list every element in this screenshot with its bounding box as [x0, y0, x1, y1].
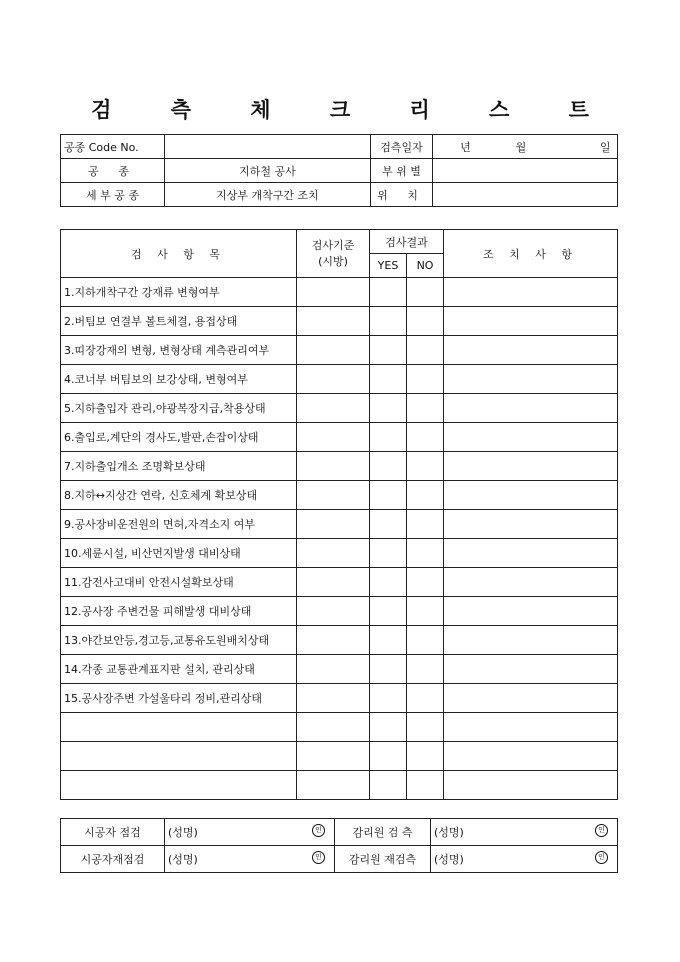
seal-icon: 인	[312, 824, 325, 837]
check-item-label: 13.야간보안등,경고등,교통유도원배치상태	[61, 626, 297, 655]
header-criteria	[297, 230, 370, 278]
info-table	[60, 134, 618, 207]
action-cell[interactable]	[444, 307, 618, 336]
criteria-cell[interactable]	[297, 539, 370, 568]
no-cell[interactable]	[407, 655, 444, 684]
criteria-cell[interactable]	[297, 655, 370, 684]
no-cell[interactable]	[407, 481, 444, 510]
check-item-label: 10.세륜시설, 비산먼지발생 대비상태	[61, 539, 297, 568]
action-cell[interactable]	[444, 365, 618, 394]
header-criteria-sub: (시방)	[318, 254, 348, 268]
criteria-cell[interactable]	[297, 684, 370, 713]
yes-cell[interactable]	[370, 626, 407, 655]
supervisor-recheck-sign[interactable]	[431, 846, 618, 873]
no-cell[interactable]	[407, 626, 444, 655]
yes-cell[interactable]	[370, 568, 407, 597]
table-row	[61, 684, 618, 713]
checklist-body	[61, 278, 618, 800]
action-cell[interactable]	[444, 481, 618, 510]
name-placeholder: (성명)	[434, 853, 464, 866]
no-cell[interactable]	[407, 510, 444, 539]
table-row	[61, 568, 618, 597]
yes-cell[interactable]	[370, 742, 407, 771]
yes-cell[interactable]	[370, 336, 407, 365]
table-row	[61, 394, 618, 423]
table-row	[61, 307, 618, 336]
code-label: 공종 Code No.	[61, 135, 165, 159]
yes-cell[interactable]	[370, 423, 407, 452]
detail-label: 세 부 공 종	[61, 183, 165, 207]
yes-cell[interactable]	[370, 394, 407, 423]
seal-icon: 인	[312, 851, 325, 864]
check-item-label: 6.출입로,계단의 경사도,발판,손잡이상태	[61, 423, 297, 452]
action-cell[interactable]	[444, 655, 618, 684]
action-cell[interactable]	[444, 742, 618, 771]
action-cell[interactable]	[444, 713, 618, 742]
no-cell[interactable]	[407, 568, 444, 597]
supervisor-check-label: 감리원 검 측	[335, 819, 431, 846]
no-cell[interactable]	[407, 771, 444, 800]
check-item-label: 1.지하개착구간 강재류 변형여부	[61, 278, 297, 307]
no-cell[interactable]	[407, 539, 444, 568]
action-cell[interactable]	[444, 771, 618, 800]
contractor-recheck-label: 시공자재점검	[61, 846, 165, 873]
table-row	[61, 336, 618, 365]
criteria-cell[interactable]	[297, 771, 370, 800]
table-row	[61, 365, 618, 394]
seal-icon: 인	[595, 851, 608, 864]
yes-cell[interactable]	[370, 597, 407, 626]
table-row	[61, 713, 618, 742]
table-row	[61, 278, 618, 307]
yes-cell[interactable]	[370, 510, 407, 539]
checklist-table	[60, 229, 618, 800]
code-value[interactable]	[165, 135, 371, 159]
action-cell[interactable]	[444, 568, 618, 597]
name-placeholder: (성명)	[434, 826, 464, 839]
name-placeholder: (성명)	[168, 826, 198, 839]
yes-cell[interactable]	[370, 452, 407, 481]
criteria-cell[interactable]	[297, 597, 370, 626]
header-item: 검 사 항 목	[61, 230, 297, 278]
yes-cell[interactable]	[370, 655, 407, 684]
check-item-label	[61, 771, 297, 800]
header-yes: YES	[370, 254, 407, 278]
action-cell[interactable]	[444, 452, 618, 481]
table-row	[61, 539, 618, 568]
action-cell[interactable]	[444, 510, 618, 539]
table-row	[61, 626, 618, 655]
date-day: 일	[599, 140, 611, 154]
criteria-cell[interactable]	[297, 742, 370, 771]
supervisor-check-sign[interactable]	[431, 819, 618, 846]
table-row	[61, 655, 618, 684]
criteria-cell[interactable]	[297, 452, 370, 481]
action-cell[interactable]	[444, 278, 618, 307]
header-no: NO	[407, 254, 444, 278]
check-item-label: 2.버팀보 연결부 볼트체결, 용접상태	[61, 307, 297, 336]
table-row	[61, 771, 618, 800]
work-type-value[interactable]: 지하철 공사	[165, 159, 371, 183]
yes-cell[interactable]	[370, 278, 407, 307]
check-item-label: 3.띠장강재의 변형, 변형상태 계측관리여부	[61, 336, 297, 365]
no-cell[interactable]	[407, 278, 444, 307]
action-cell[interactable]	[444, 684, 618, 713]
criteria-cell[interactable]	[297, 394, 370, 423]
criteria-cell[interactable]	[297, 278, 370, 307]
seal-mark-wrap	[595, 824, 614, 837]
action-cell[interactable]	[444, 539, 618, 568]
name-placeholder: (성명)	[168, 853, 198, 866]
work-type-label: 공 종	[61, 159, 165, 183]
check-item-label: 5.지하출입자 관리,야광복장지급,착용상태	[61, 394, 297, 423]
no-cell[interactable]	[407, 452, 444, 481]
check-item-label	[61, 713, 297, 742]
date-year: 년	[460, 140, 471, 154]
seal-mark-wrap	[312, 824, 331, 837]
yes-cell[interactable]	[370, 684, 407, 713]
no-cell[interactable]	[407, 307, 444, 336]
check-item-label: 12.공사장 주변건물 피해발생 대비상태	[61, 597, 297, 626]
header-criteria-main: 검사기준	[311, 238, 355, 252]
criteria-cell[interactable]	[297, 336, 370, 365]
table-row	[61, 481, 618, 510]
seal-mark-wrap	[312, 851, 331, 864]
no-cell[interactable]	[407, 597, 444, 626]
part-label: 부 위 별	[371, 159, 433, 183]
yes-cell[interactable]	[370, 771, 407, 800]
check-item-label: 8.지하↔지상간 연락, 신호체계 확보상태	[61, 481, 297, 510]
criteria-cell[interactable]	[297, 307, 370, 336]
criteria-cell[interactable]	[297, 568, 370, 597]
location-value[interactable]	[433, 183, 618, 207]
yes-cell[interactable]	[370, 481, 407, 510]
contractor-check-label: 시공자 점검	[61, 819, 165, 846]
check-item-label: 15.공사장주변 가설울타리 정비,관리상태	[61, 684, 297, 713]
table-row	[61, 742, 618, 771]
check-item-label: 9.공사장비운전원의 면허,자격소지 여부	[61, 510, 297, 539]
criteria-cell[interactable]	[297, 423, 370, 452]
action-cell[interactable]	[444, 336, 618, 365]
part-value[interactable]	[433, 159, 618, 183]
table-row	[61, 510, 618, 539]
criteria-cell[interactable]	[297, 626, 370, 655]
location-label: 위 치	[371, 183, 433, 207]
yes-cell[interactable]	[370, 307, 407, 336]
date-month: 월	[515, 140, 527, 154]
no-cell[interactable]	[407, 684, 444, 713]
contractor-recheck-sign[interactable]	[165, 846, 335, 873]
detail-value[interactable]: 지상부 개착구간 조치	[165, 183, 371, 207]
no-cell[interactable]	[407, 394, 444, 423]
no-cell[interactable]	[407, 336, 444, 365]
yes-cell[interactable]	[370, 539, 407, 568]
yes-cell[interactable]	[370, 365, 407, 394]
criteria-cell[interactable]	[297, 713, 370, 742]
no-cell[interactable]	[407, 742, 444, 771]
criteria-cell[interactable]	[297, 365, 370, 394]
date-value[interactable]	[433, 135, 618, 159]
supervisor-recheck-label: 감리원 재검측	[335, 846, 431, 873]
header-action: 조 치 사 항	[444, 230, 618, 278]
signature-table	[60, 818, 618, 873]
table-row	[61, 423, 618, 452]
yes-cell[interactable]	[370, 713, 407, 742]
action-cell[interactable]	[444, 423, 618, 452]
check-item-label: 4.코너부 버팀보의 보강상태, 변형여부	[61, 365, 297, 394]
table-row	[61, 452, 618, 481]
action-cell[interactable]	[444, 626, 618, 655]
date-label: 검측일자	[371, 135, 433, 159]
criteria-cell[interactable]	[297, 481, 370, 510]
seal-mark-wrap	[595, 851, 614, 864]
table-row	[61, 597, 618, 626]
no-cell[interactable]	[407, 423, 444, 452]
no-cell[interactable]	[407, 365, 444, 394]
check-item-label: 11.감전사고대비 안전시설확보상태	[61, 568, 297, 597]
no-cell[interactable]	[407, 713, 444, 742]
check-item-label	[61, 742, 297, 771]
seal-icon: 인	[595, 824, 608, 837]
header-result: 검사결과	[370, 230, 444, 254]
page-title: 검 측 체 크 리 스 트	[91, 97, 615, 122]
check-item-label: 14.각종 교통관계표지판 설치, 관리상태	[61, 655, 297, 684]
action-cell[interactable]	[444, 394, 618, 423]
check-item-label: 7.지하출입개소 조명확보상태	[61, 452, 297, 481]
action-cell[interactable]	[444, 597, 618, 626]
criteria-cell[interactable]	[297, 510, 370, 539]
contractor-check-sign[interactable]	[165, 819, 335, 846]
